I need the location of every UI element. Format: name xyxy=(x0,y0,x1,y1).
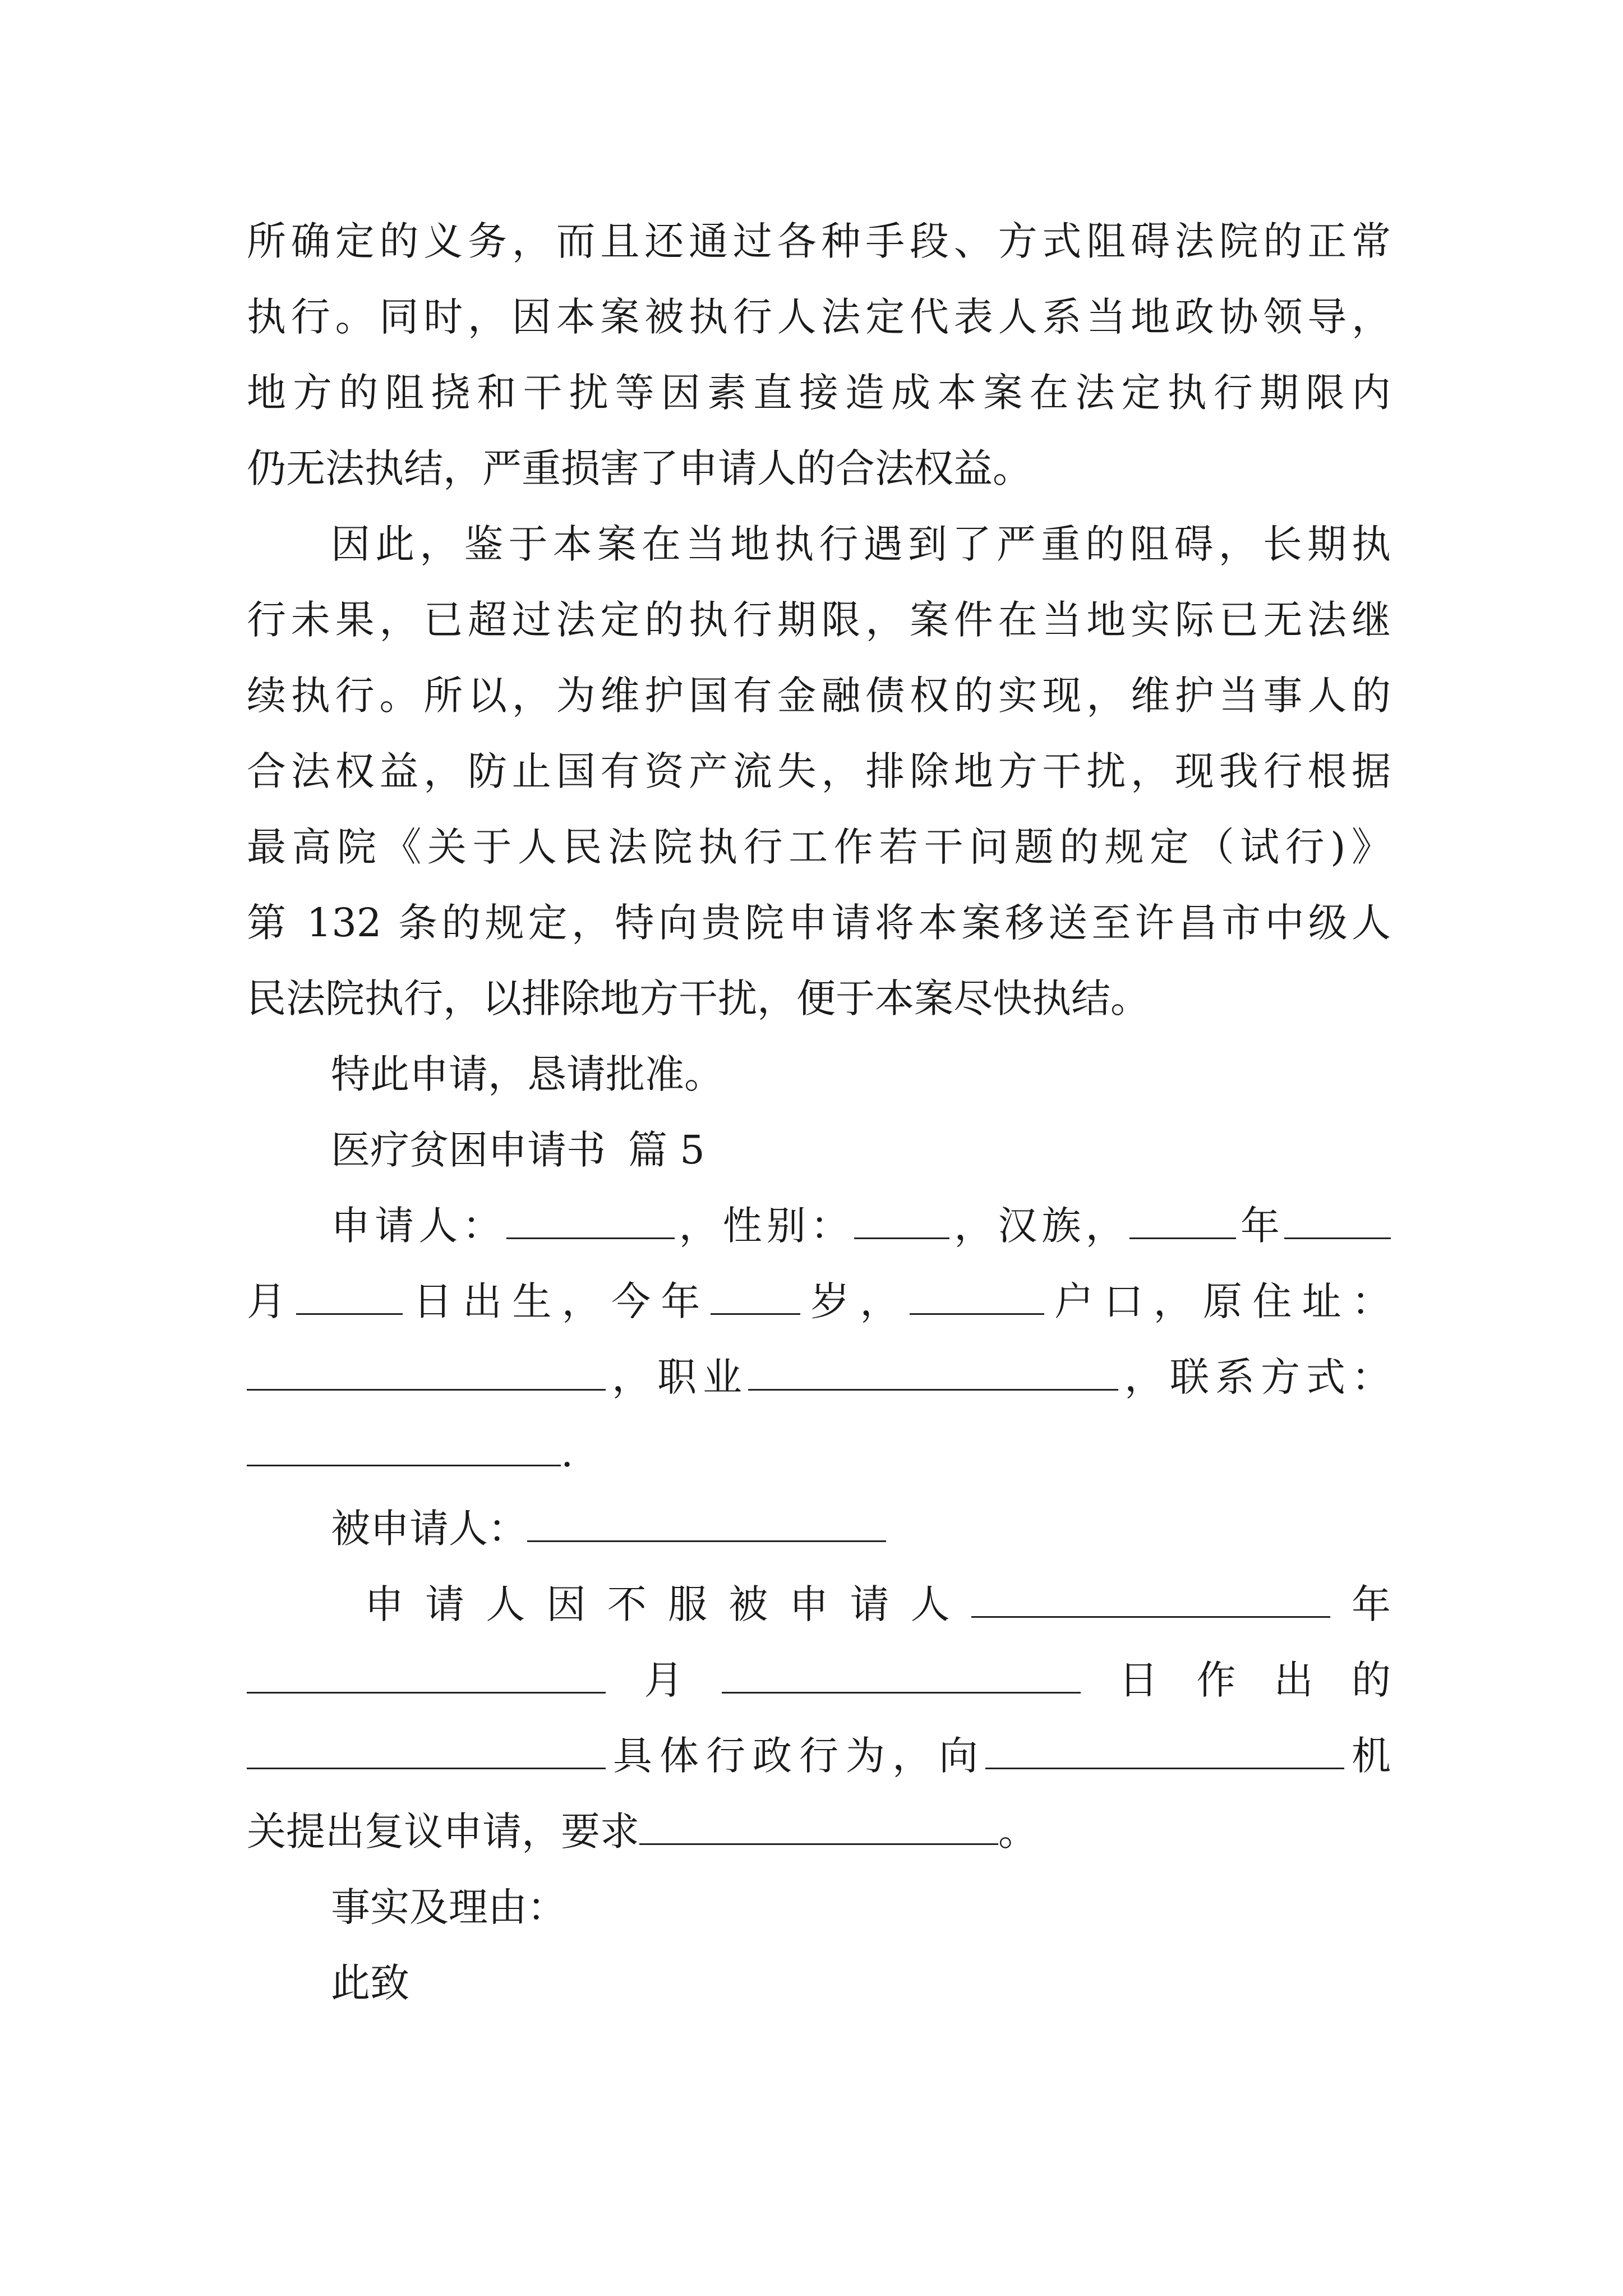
respondent-label: 被申请人： xyxy=(331,1506,527,1552)
month-label: 月 xyxy=(247,1278,297,1324)
reason-line xyxy=(365,1573,1391,1635)
admin-act-line xyxy=(247,1725,1391,1787)
gender-blank xyxy=(854,1203,949,1239)
applicant-line xyxy=(331,1195,1391,1257)
admin-act-text: 具体行政行为，向 xyxy=(606,1733,985,1779)
date-made-line xyxy=(247,1649,1391,1711)
month-label-2: 月 xyxy=(606,1657,722,1703)
respondent-line xyxy=(331,1498,1391,1559)
day-made-text: 日作出的 xyxy=(1080,1657,1391,1703)
decision-day-blank xyxy=(722,1657,1081,1694)
section-number: 篇 5 xyxy=(628,1127,705,1173)
reason-prefix: 申请人因不服被申请人 xyxy=(365,1581,971,1627)
born-text: 日出生，今年 xyxy=(403,1278,711,1324)
ethnicity-text: ，汉族， xyxy=(949,1203,1129,1249)
birth-line xyxy=(247,1271,1391,1332)
facts-label: 事实及理由： xyxy=(331,1884,566,1930)
admin-act-blank xyxy=(247,1733,606,1769)
year-label: 年 xyxy=(1235,1203,1284,1249)
applicant-name-blank xyxy=(506,1203,675,1239)
decision-year-blank xyxy=(971,1581,1330,1618)
birth-year-blank xyxy=(1129,1203,1236,1239)
year-label-2: 年 xyxy=(1330,1581,1391,1627)
period-mark: . xyxy=(561,1430,574,1476)
paragraph-line: 最高院《关于人民法院执行工作若干问题的规定（试行)》 xyxy=(247,824,1391,870)
age-label: 岁， xyxy=(800,1278,910,1324)
closing-request: 特此申请，恳请批准。 xyxy=(331,1051,723,1097)
request-line xyxy=(247,1801,1391,1862)
paragraph-line: 执行。同时，因本案被执行人法定代表人系当地政协领导， xyxy=(247,294,1391,340)
birth-day-blank xyxy=(296,1278,403,1315)
age-blank xyxy=(711,1278,800,1315)
respondent-blank xyxy=(527,1506,886,1542)
hukou-blank xyxy=(910,1278,1044,1315)
contact-blank xyxy=(247,1430,561,1466)
paragraph-line: 续执行。所以，为维护国有金融债权的实现，维护当事人的 xyxy=(247,673,1391,719)
address-line xyxy=(247,1346,1391,1408)
organ-char: 机 xyxy=(1344,1733,1391,1779)
paragraph-line: 第 132 条的规定，特向贵院申请将本案移送至许昌市中级人 xyxy=(247,900,1391,946)
paragraph-line: 合法权益，防止国有资产流失，排除地方干扰，现我行根据 xyxy=(247,748,1391,794)
gender-label: ，性别： xyxy=(674,1203,855,1249)
applicant-label: 申请人： xyxy=(331,1203,506,1249)
paragraph-line: 仍无法执结，严重损害了申请人的合法权益。 xyxy=(247,445,1032,491)
review-organ-blank xyxy=(985,1733,1344,1769)
paragraph-line: 因此，鉴于本案在当地执行遇到了严重的阻碍，长期执 xyxy=(331,521,1391,567)
birth-month-blank xyxy=(1284,1203,1391,1239)
section-title xyxy=(331,1119,1391,1181)
request-blank xyxy=(639,1809,998,1845)
paragraph-line: 所确定的义务，而且还通过各种手段、方式阻碍法院的正常 xyxy=(247,218,1391,264)
occupation-label: ，职业 xyxy=(606,1354,748,1400)
section-title-text: 医疗贫困申请书 xyxy=(331,1127,606,1173)
paragraph-line: 行未果，已超过法定的执行期限，案件在当地实际已无法继 xyxy=(247,597,1391,643)
paragraph-line: 民法院执行，以排除地方干扰，便于本案尽快执结。 xyxy=(247,976,1150,1022)
address-blank xyxy=(247,1354,606,1391)
salutation: 此致 xyxy=(331,1960,409,2006)
end-mark: 。 xyxy=(998,1809,1038,1855)
request-text: 关提出复议申请，要求 xyxy=(247,1809,639,1855)
decision-month-blank xyxy=(247,1657,606,1694)
contact-label: ，联系方式： xyxy=(1118,1354,1391,1400)
hukou-label: 户口，原住址： xyxy=(1044,1278,1391,1324)
occupation-blank xyxy=(748,1354,1118,1391)
paragraph-line: 地方的阻挠和干扰等因素直接造成本案在法定执行期限内 xyxy=(247,370,1391,416)
contact-line xyxy=(247,1422,1391,1484)
